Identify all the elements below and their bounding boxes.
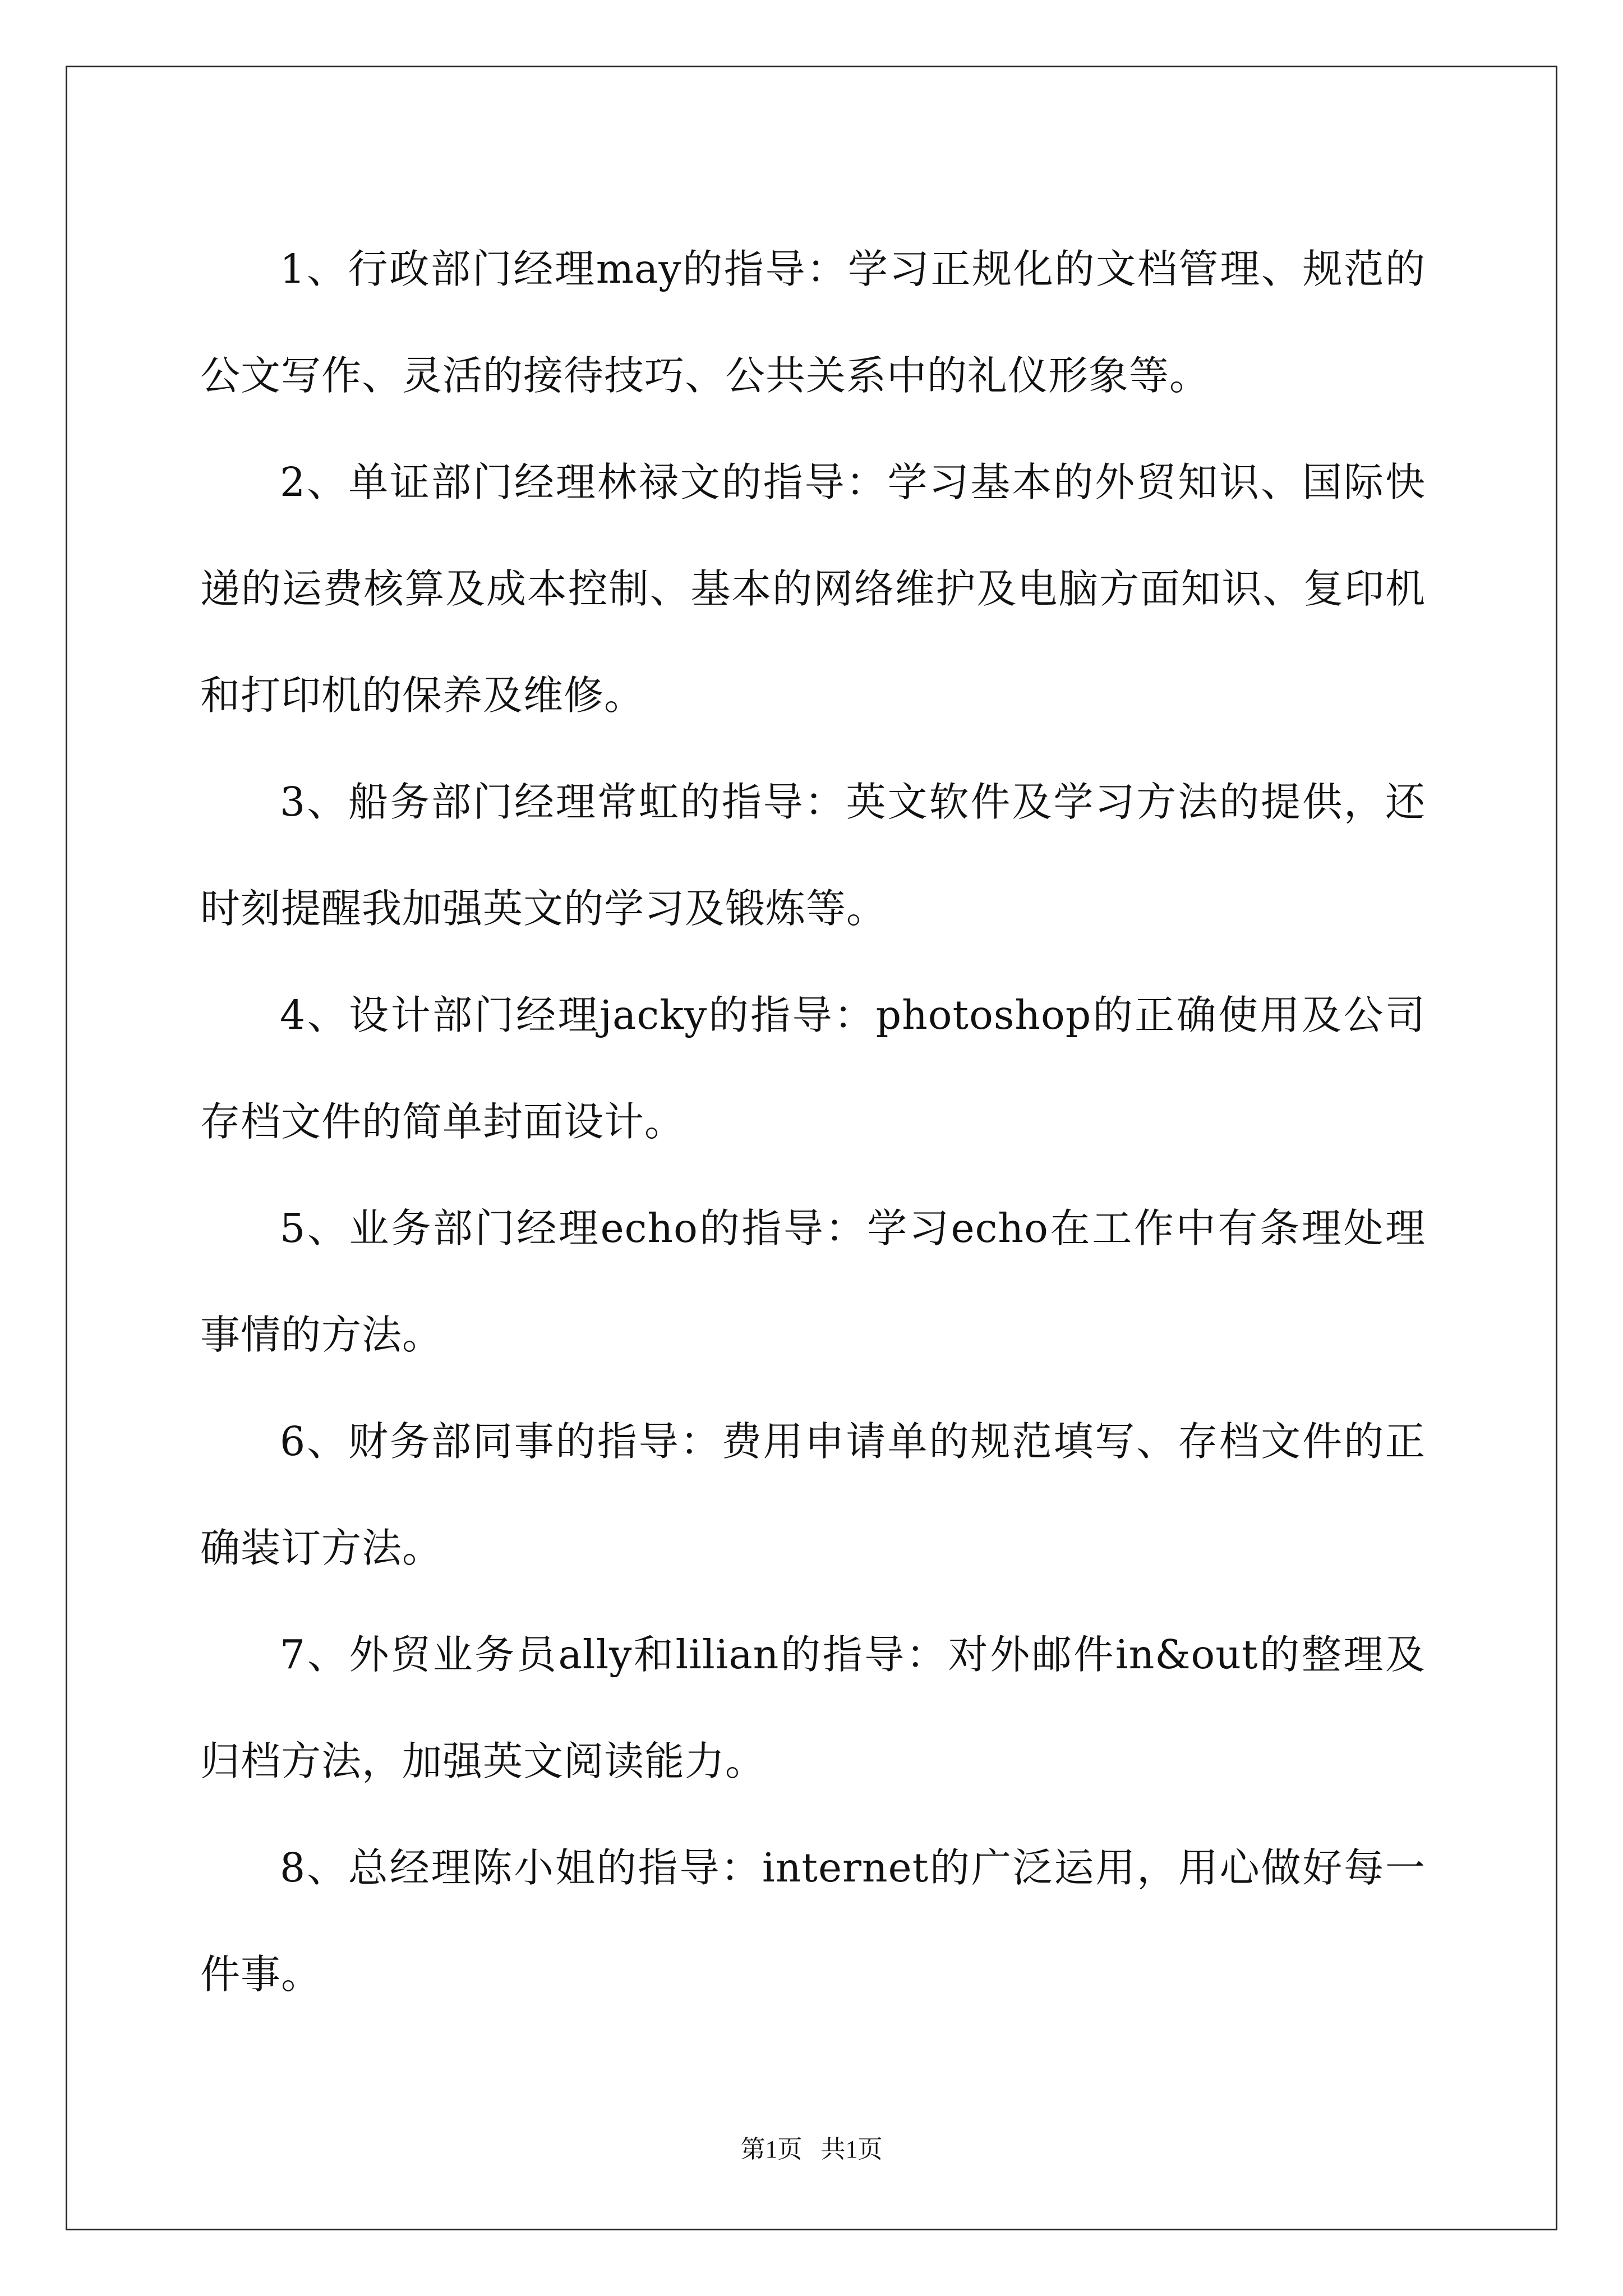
paragraph-1: 1、行政部门经理may的指导：学习正规化的文档管理、规范的公文写作、灵活的接待技巧、公共关系中的礼仪形象等。 bbox=[200, 246, 1426, 399]
paragraph-6: 6、财务部同事的指导：费用申请单的规范填写、存档文件的正确装订方法。 bbox=[200, 1418, 1426, 1571]
paragraph-8: 8、总经理陈小姐的指导：internet的广泛运用，用心做好每一件事。 bbox=[200, 1844, 1426, 1998]
paragraph-5: 5、业务部门经理echo的指导：学习echo在工作中有条理处理事情的方法。 bbox=[200, 1205, 1426, 1358]
document-body bbox=[200, 216, 1426, 2028]
paragraph-7: 7、外贸业务员ally和lilian的指导：对外邮件in&out的整理及归档方法，加强英文阅读能力。 bbox=[200, 1631, 1426, 1784]
paragraph-4: 4、设计部门经理jacky的指导：photoshop的正确使用及公司存档文件的简单封面设计。 bbox=[200, 992, 1426, 1145]
paragraph-3: 3、船务部门经理常虹的指导：英文软件及学习方法的提供，还时刻提醒我加强英文的学习及锻炼等。 bbox=[200, 779, 1426, 932]
paragraph-2: 2、单证部门经理林禄文的指导：学习基本的外贸知识、国际快递的运费核算及成本控制、基本的网络维护及电脑方面知识、复印机和打印机的保养及维修。 bbox=[200, 459, 1426, 719]
page-footer: 第1页 共1页 bbox=[740, 2136, 883, 2163]
